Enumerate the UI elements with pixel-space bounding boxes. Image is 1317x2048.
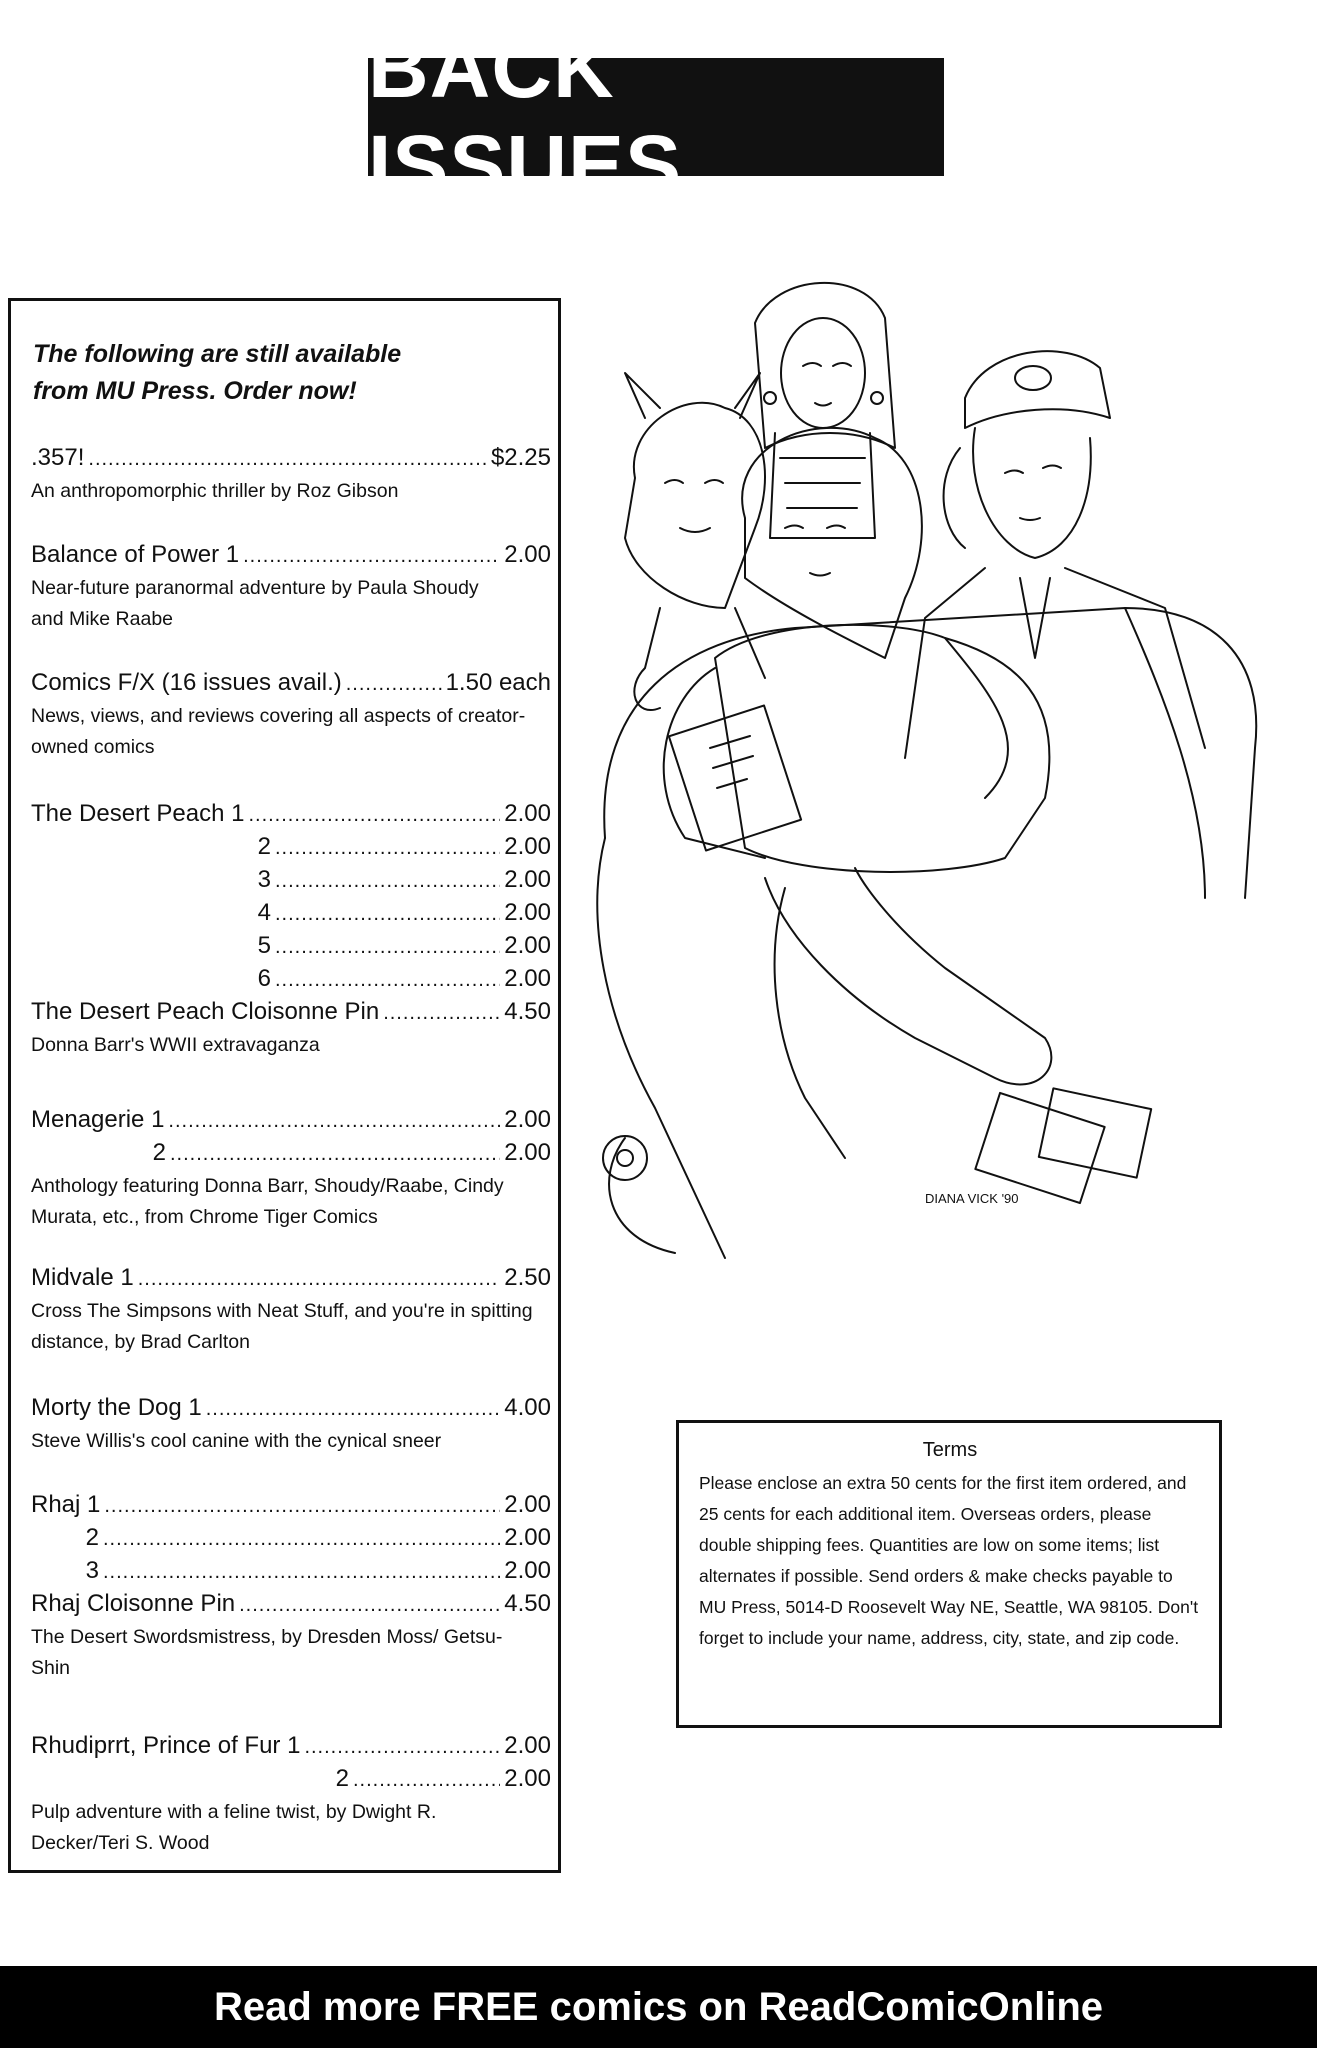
price-row bbox=[31, 538, 551, 571]
price-row bbox=[31, 1587, 551, 1620]
item-price: 2.00 bbox=[504, 899, 551, 926]
catalog-entry-morty-the-dog bbox=[31, 1391, 551, 1457]
item-price: 2.00 bbox=[504, 800, 551, 827]
item-issue: 5 bbox=[257, 932, 271, 959]
catalog-entry-rhaj bbox=[31, 1488, 551, 1684]
intro-line-1: The following are still available bbox=[33, 340, 402, 368]
item-name: The Desert Peach Cloisonne Pin bbox=[31, 998, 380, 1025]
price-row bbox=[31, 797, 551, 830]
item-name: Rhaj Cloisonne Pin bbox=[31, 1590, 236, 1617]
item-name: Menagerie 1 bbox=[31, 1106, 165, 1133]
page-title: BACK ISSUES bbox=[368, 21, 683, 212]
dot-leader bbox=[168, 1105, 500, 1138]
price-row bbox=[31, 1554, 551, 1587]
price-row bbox=[31, 1136, 551, 1169]
price-row bbox=[31, 1391, 551, 1424]
item-name: Rhudiprrt, Prince of Fur 1 bbox=[31, 1732, 301, 1759]
price-row bbox=[31, 863, 551, 896]
dot-leader bbox=[170, 1138, 500, 1171]
dot-leader bbox=[239, 1589, 500, 1622]
dot-leader bbox=[206, 1393, 501, 1426]
dot-leader bbox=[103, 1556, 500, 1589]
man-in-cap bbox=[905, 351, 1205, 758]
item-price: 2.00 bbox=[504, 1139, 551, 1166]
item-issue: 4 bbox=[257, 899, 271, 926]
price-row bbox=[31, 1261, 551, 1294]
item-price: 2.00 bbox=[504, 1491, 551, 1518]
item-name: .357! bbox=[31, 444, 85, 471]
terms-heading: Terms bbox=[922, 1439, 978, 1461]
woman-bob-hair bbox=[755, 283, 895, 538]
item-name: Midvale 1 bbox=[31, 1264, 134, 1291]
comic-books-on-floor bbox=[975, 1088, 1151, 1203]
terms-text: Please enclose an extra 50 cents for the first item ordered, and 25 cents for each additional item. Overseas orders, please double shipping fees. Quantities are low on some items; list alternates if possible. Send orders & make checks payable to MU Press, 5014-D Roosevelt Way NE, Seattle, WA 98105. Don't forget to include your name, address, city, state, and zip code. bbox=[699, 1473, 1199, 1648]
item-issue: 2 bbox=[257, 833, 271, 860]
catalog-entry-357 bbox=[31, 441, 551, 507]
footer-link-text[interactable]: Read more FREE comics on ReadComicOnline bbox=[213, 1984, 1104, 2029]
item-price: 2.00 bbox=[504, 1524, 551, 1551]
item-issue: 2 bbox=[152, 1139, 166, 1166]
item-price: 2.00 bbox=[504, 833, 551, 860]
catalog-entry-comics-fx bbox=[31, 666, 551, 763]
price-row bbox=[31, 441, 551, 474]
artist-signature: DIANA VICK '90 bbox=[925, 1191, 1019, 1206]
terms-box bbox=[676, 1420, 1222, 1728]
dot-leader bbox=[353, 1764, 500, 1797]
dot-leader bbox=[275, 931, 500, 964]
dot-leader bbox=[275, 832, 500, 865]
dot-leader bbox=[248, 799, 500, 832]
item-issue: 6 bbox=[257, 965, 271, 992]
item-description: Steve Willis's cool canine with the cynical sneer bbox=[31, 1430, 442, 1452]
catalog-entry-desert-peach bbox=[31, 797, 551, 1061]
item-price: 2.00 bbox=[504, 866, 551, 893]
item-price: 2.50 bbox=[504, 1264, 551, 1291]
item-description: Near-future paranormal adventure by Paula Shoudy and Mike Raabe bbox=[31, 577, 479, 630]
item-price: 4.50 bbox=[504, 1590, 551, 1617]
item-name: Morty the Dog 1 bbox=[31, 1394, 202, 1421]
item-description: The Desert Swordsmistress, by Dresden Moss/ Getsu-Shin bbox=[31, 1626, 503, 1679]
item-price: 4.00 bbox=[504, 1394, 551, 1421]
item-price: 2.00 bbox=[504, 1765, 551, 1792]
page-title-banner bbox=[368, 21, 944, 212]
price-row bbox=[31, 1488, 551, 1521]
catalog-box bbox=[8, 298, 561, 1873]
price-row bbox=[31, 1103, 551, 1136]
item-name: Rhaj 1 bbox=[31, 1491, 101, 1518]
item-issue: 3 bbox=[85, 1557, 99, 1584]
item-description: News, views, and reviews covering all aspects of creator-owned comics bbox=[31, 705, 526, 758]
illustration-readers bbox=[565, 278, 1285, 1318]
item-name: The Desert Peach 1 bbox=[31, 800, 245, 827]
dot-leader bbox=[138, 1263, 501, 1296]
dot-leader bbox=[103, 1523, 500, 1556]
dot-leader bbox=[346, 668, 442, 701]
footer-banner[interactable] bbox=[0, 1966, 1317, 2048]
item-price: 4.50 bbox=[504, 998, 551, 1025]
dot-leader bbox=[304, 1731, 500, 1764]
item-price: 2.00 bbox=[504, 1557, 551, 1584]
price-row bbox=[31, 896, 551, 929]
price-row bbox=[31, 1762, 551, 1795]
item-price: 2.00 bbox=[504, 1106, 551, 1133]
item-description: Anthology featuring Donna Barr, Shoudy/Raabe, Cindy Murata, etc., from Chrome Tiger Comics bbox=[31, 1175, 504, 1228]
item-issue: 3 bbox=[257, 866, 271, 893]
price-row bbox=[31, 962, 551, 995]
item-description: Donna Barr's WWII extravaganza bbox=[31, 1034, 320, 1056]
dot-leader bbox=[275, 898, 500, 931]
catalog-intro bbox=[33, 336, 533, 410]
catalog-entry-menagerie bbox=[31, 1103, 551, 1233]
dot-leader bbox=[383, 997, 500, 1030]
item-price: 2.00 bbox=[504, 932, 551, 959]
price-row bbox=[31, 1729, 551, 1762]
item-price: 2.00 bbox=[504, 965, 551, 992]
catalog-entry-rhudiprrt bbox=[31, 1729, 551, 1859]
item-price: 2.00 bbox=[504, 541, 551, 568]
dot-leader bbox=[104, 1490, 500, 1523]
item-name: Balance of Power 1 bbox=[31, 541, 240, 568]
item-issue: 2 bbox=[85, 1524, 99, 1551]
item-name: Comics F/X (16 issues avail.) bbox=[31, 669, 342, 696]
item-description: Cross The Simpsons with Neat Stuff, and you're in spitting distance, by Brad Carlton bbox=[31, 1300, 533, 1353]
dot-leader bbox=[275, 865, 500, 898]
catalog-entry-midvale bbox=[31, 1261, 551, 1358]
price-row bbox=[31, 929, 551, 962]
dot-leader bbox=[275, 964, 500, 997]
intro-line-2: from MU Press. Order now! bbox=[33, 377, 357, 405]
item-price: $2.25 bbox=[490, 444, 551, 471]
item-issue: 2 bbox=[335, 1765, 349, 1792]
armchair bbox=[597, 608, 1256, 1258]
catalog-entry-balance-of-power bbox=[31, 538, 551, 635]
item-price: 1.50 each bbox=[445, 669, 551, 696]
price-row bbox=[31, 995, 551, 1028]
price-row bbox=[31, 1521, 551, 1554]
item-price: 2.00 bbox=[504, 1732, 551, 1759]
price-row bbox=[31, 666, 551, 699]
dot-leader bbox=[243, 540, 500, 573]
dot-leader bbox=[88, 443, 487, 476]
item-description: An anthropomorphic thriller by Roz Gibson bbox=[31, 480, 399, 502]
item-description: Pulp adventure with a feline twist, by Dwight R. Decker/Teri S. Wood bbox=[31, 1801, 437, 1854]
price-row bbox=[31, 830, 551, 863]
